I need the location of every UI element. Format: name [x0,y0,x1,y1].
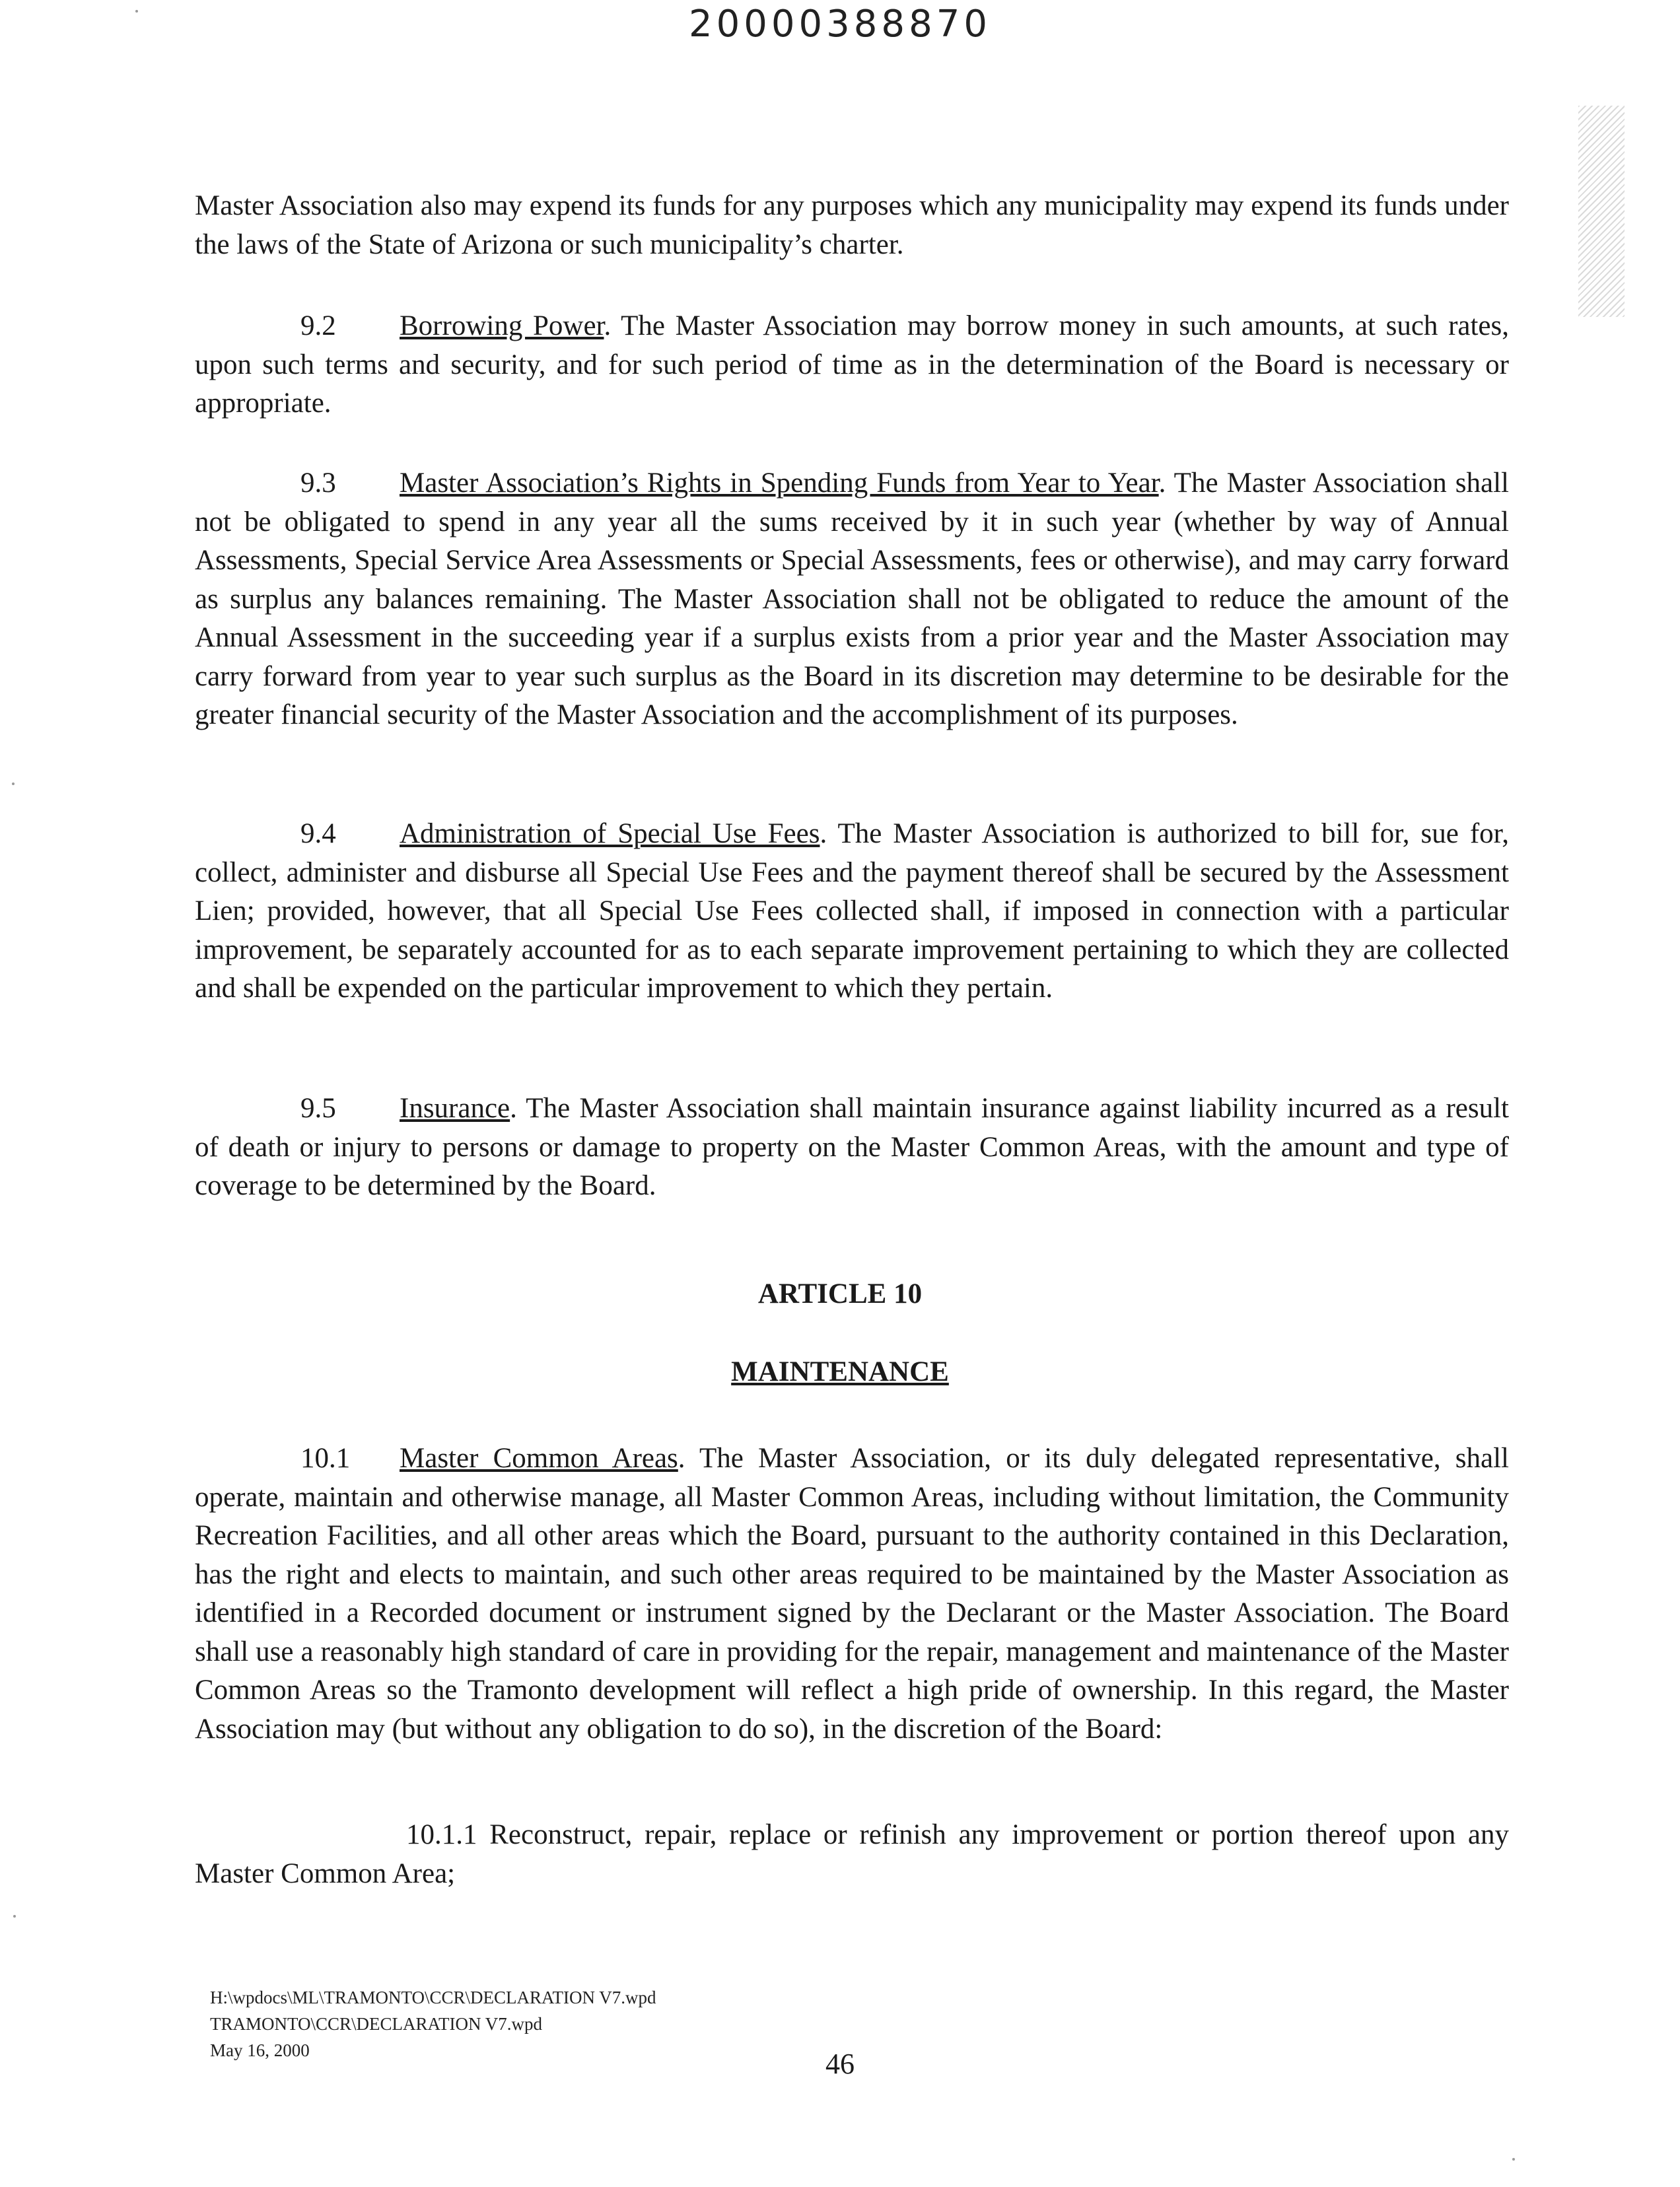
section-text: . The Master Association is authorized to bill for, sue for, collect, administer and disburse all Special Use Fees and the payment thereof shall be secured by the Assessment Lien; provided, however, that all Special Use Fees collected shall, if imposed in connection with a particular improvement, be separately accounted for as to each separate improvement pertaining to which they are collected and shall be expended on the particular improvement to which they pertain. [195,818,1509,1004]
footer-path-line-2: TRAMONTO\CCR\DECLARATION V7.wpd [210,2014,543,2034]
section-9-3 [195,464,1509,735]
footer-path-line-1: H:\wpdocs\ML\TRAMONTO\CCR\DECLARATION V7.wpd [210,1988,656,2007]
recording-number: 20000388870 [689,3,991,46]
section-number: 9.4 [300,818,336,849]
article-heading: ARTICLE 10 [757,1278,923,1309]
article-title: MAINTENANCE [731,1356,949,1387]
section-title: Master Association’s Rights in Spending Funds from Year to Year [400,468,1159,499]
section-number: 10.1.1 [406,1819,477,1850]
page-number: 46 [825,2048,855,2080]
section-number: 9.5 [300,1093,336,1124]
section-title: Administration of Special Use Fees [400,818,820,849]
paragraph-intro-text: Master Association also may expend its funds for any purposes which any municipality may expend its funds under the laws of the State of Arizona or such municipality’s charter. [195,190,1509,260]
section-number: 9.3 [300,468,336,499]
section-10-1-1 [195,1816,1509,1893]
scan-speck [13,1915,16,1918]
section-text: . The Master Association may borrow money in such amounts, at such rates, upon such terms and security, and for such period of time as in the determination of the Board is necessary or appropriate. [195,310,1509,419]
section-title: Insurance [400,1093,510,1124]
section-10-1 [195,1440,1509,1749]
scan-speck [1512,2158,1515,2161]
scan-speck [12,782,15,785]
section-text: Reconstruct, repair, replace or refinish any improvement or portion thereof upon any Master Common Area; [195,1819,1510,1889]
section-number: 10.1 [300,1443,351,1474]
section-title: Master Common Areas [400,1443,678,1474]
margin-stamp-mark [1578,106,1625,317]
paragraph-intro [195,187,1509,264]
section-title: Borrowing Power [400,310,604,341]
section-text: . The Master Association shall not be obligated to spend in any year all the sums received by it in such year (whether by way of Annual Assessments, Special Service Area Assessments or Special Assessments, fees or otherwise), and may carry forward as surplus any balances remaining. The Master Association shall not be obligated to reduce the amount of the Annual Assessment in the succeeding year if a surplus exists from a prior year and the Master Association may carry forward from year to year such surplus as the Board in its discretion may determine to be desirable for the greater financial security of the Master Association and the accomplishment of its purposes. [195,468,1510,730]
section-text: . The Master Association, or its duly delegated representative, shall operate, maintain and otherwise manage, all Master Common Areas, including without limitation, the Community Recreation Facilities, and all other areas which the Board, pursuant to the authority contained in this Declaration, has the right and elects to maintain, and such other areas required to be maintained by the Master Association as identified in a Recorded document or instrument signed by the Declarant or the Master Association. The Board shall use a reasonably high standard of care in providing for the repair, management and maintenance of the Master Common Areas so the Tramonto development will reflect a high pride of ownership. In this regard, the Master Association may (but without any obligation to do so), in the discretion of the Board: [195,1443,1509,1745]
section-text: . The Master Association shall maintain insurance against liability incurred as a result of death or injury to persons or damage to property on the Master Common Areas, with the amount and type of coverage to be determined by the Board. [195,1093,1509,1201]
section-9-2 [195,307,1509,423]
section-9-4 [195,815,1509,1008]
section-9-5 [195,1090,1509,1206]
footer-date: May 16, 2000 [210,2040,310,2060]
scan-speck [135,10,138,13]
section-number: 9.2 [300,310,336,341]
